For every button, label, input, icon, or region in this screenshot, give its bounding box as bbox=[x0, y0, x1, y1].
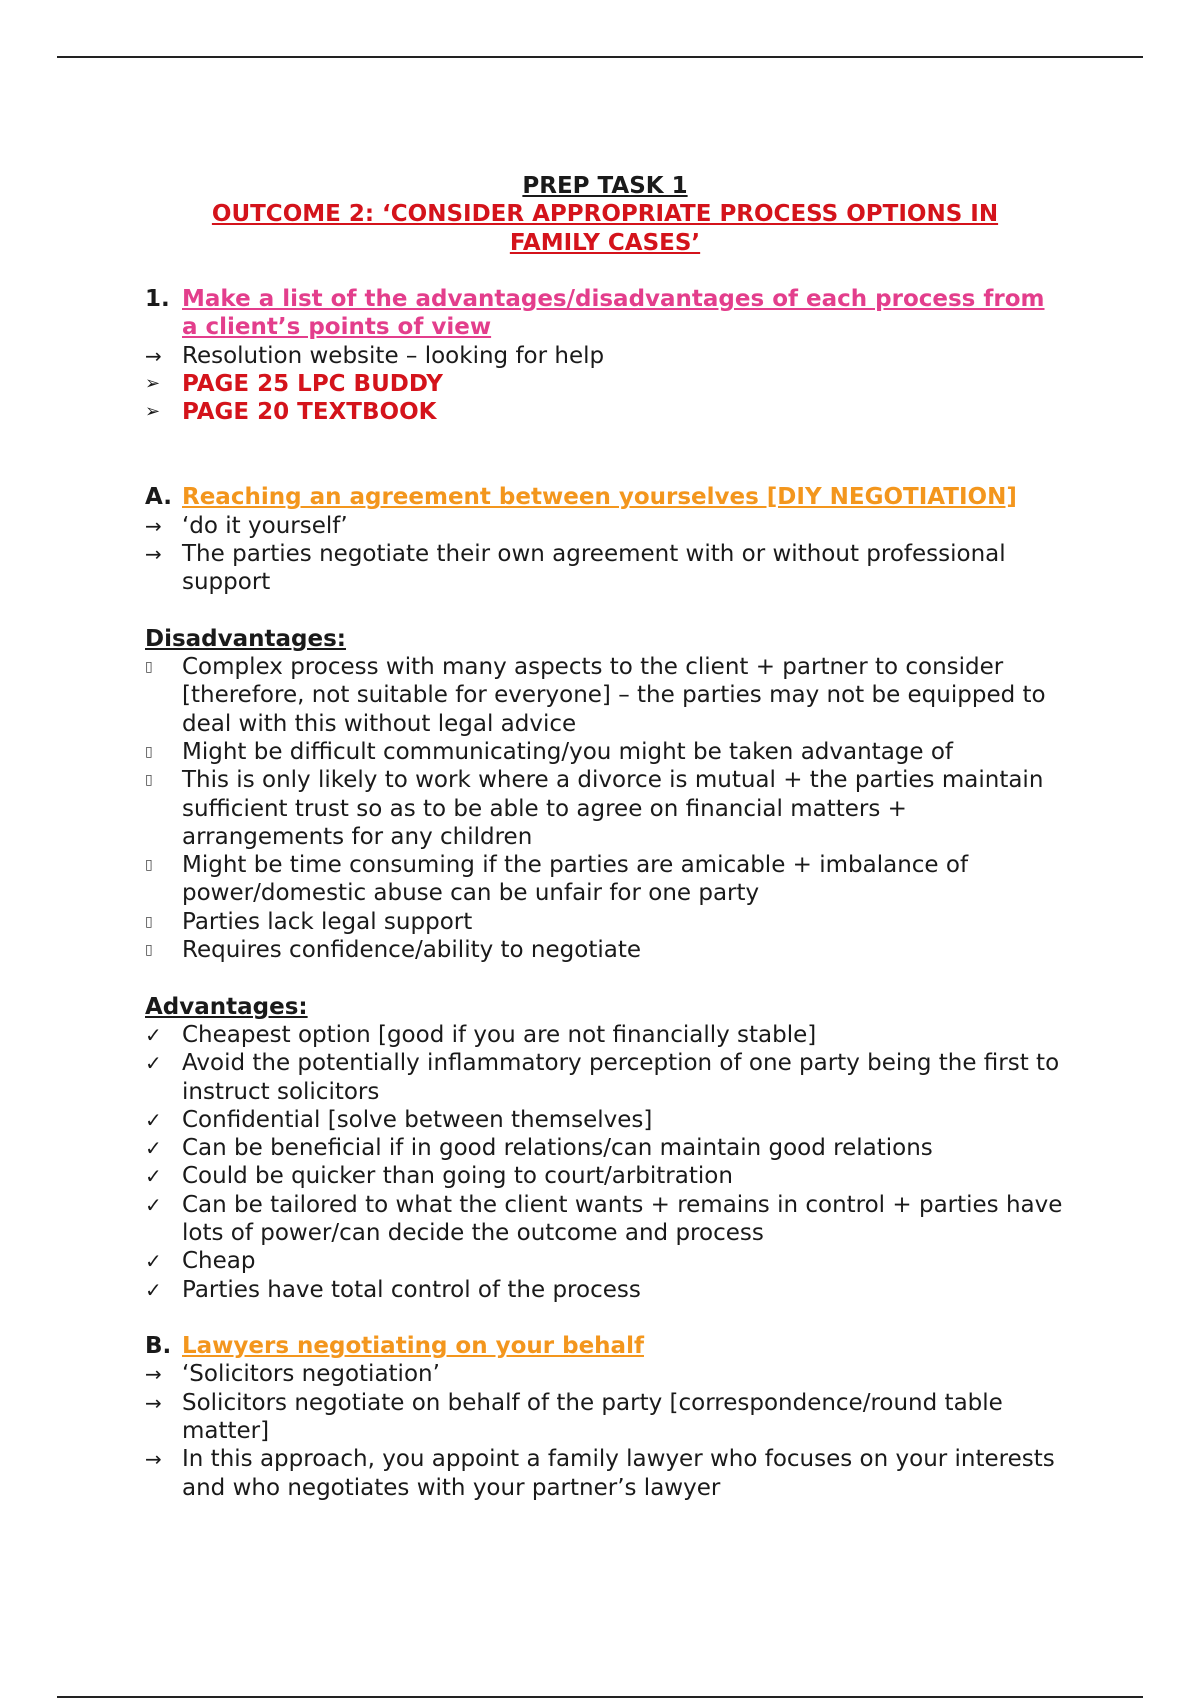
document-page bbox=[145, 172, 1065, 1502]
arrow-icon: → bbox=[145, 541, 162, 566]
check-icon: ✓ bbox=[145, 1022, 162, 1047]
task-note: Resolution website – looking for help bbox=[182, 342, 605, 369]
list-item bbox=[145, 1276, 1065, 1304]
check-icon: ✓ bbox=[145, 1051, 162, 1076]
list-item bbox=[145, 540, 1065, 597]
arrow-icon: → bbox=[145, 343, 162, 368]
disadvantage-item: Might be time consuming if the parties are amicable + imbalance of power/domestic abuse can be unfair for one party bbox=[182, 852, 969, 907]
box-bullet-icon: ▯ bbox=[145, 857, 153, 874]
check-icon: ✓ bbox=[145, 1277, 162, 1302]
list-item bbox=[145, 1247, 1065, 1275]
list-item bbox=[145, 1134, 1065, 1162]
list-item bbox=[145, 512, 1065, 540]
advantage-item: Can be tailored to what the client wants + remains in control + parties have lots of power/can decide the outcome and process bbox=[182, 1191, 1063, 1246]
advantage-item: Avoid the potentially inflammatory perception of one party being the first to instruct solicitors bbox=[182, 1050, 1060, 1105]
advantage-item: Could be quicker than going to court/arbitration bbox=[182, 1163, 733, 1190]
outcome-heading: OUTCOME 2: ‘CONSIDER APPROPRIATE PROCESS OPTIONS IN FAMILY CASES’ bbox=[211, 201, 999, 256]
section-note: In this approach, you appoint a family lawyer who focuses on your interests and who negotiates with your partner’s lawyer bbox=[182, 1446, 1055, 1501]
arrow-icon: → bbox=[145, 1362, 162, 1387]
arrow-icon: → bbox=[145, 1447, 162, 1472]
list-item bbox=[145, 398, 1065, 426]
box-bullet-icon: ▯ bbox=[145, 772, 153, 789]
reference-item: PAGE 20 TEXTBOOK bbox=[182, 399, 437, 426]
disadvantage-item: Complex process with many aspects to the client + partner to consider [therefore, not suitable for everyone] – the parties may not be equipped to deal with this without legal advice bbox=[182, 654, 1046, 737]
arrow-icon: → bbox=[145, 1390, 162, 1415]
box-bullet-icon: ▯ bbox=[145, 743, 153, 760]
check-icon: ✓ bbox=[145, 1249, 162, 1274]
advantage-item: Can be beneficial if in good relations/can maintain good relations bbox=[182, 1135, 933, 1162]
list-item bbox=[145, 370, 1065, 398]
section-b-heading: Lawyers negotiating on your behalf bbox=[182, 1333, 644, 1360]
top-rule bbox=[57, 56, 1143, 58]
section-note: ‘do it yourself’ bbox=[182, 512, 348, 539]
box-bullet-icon: ▯ bbox=[145, 942, 153, 959]
list-item bbox=[145, 1445, 1065, 1502]
list-item bbox=[145, 1106, 1065, 1134]
section-note: The parties negotiate their own agreement with or without professional support bbox=[182, 540, 1006, 596]
triangle-bullet-icon: ➢ bbox=[145, 373, 161, 395]
task-heading: Make a list of the advantages/disadvantages of each process from a client’s points of view bbox=[182, 286, 1045, 341]
list-item bbox=[145, 1360, 1065, 1388]
task-heading-row bbox=[145, 285, 1065, 342]
list-item bbox=[145, 1191, 1065, 1248]
advantages-heading: Advantages: bbox=[145, 993, 308, 1020]
list-item bbox=[145, 1021, 1065, 1049]
list-item bbox=[145, 1389, 1065, 1446]
section-b-heading-row bbox=[145, 1332, 1065, 1360]
list-item bbox=[145, 936, 1065, 964]
advantage-item: Cheap bbox=[182, 1248, 256, 1275]
check-icon: ✓ bbox=[145, 1192, 162, 1217]
advantage-item: Parties have total control of the process bbox=[182, 1276, 641, 1303]
disadvantages-heading: Disadvantages: bbox=[145, 625, 347, 652]
disadvantage-item: Requires confidence/ability to negotiate bbox=[182, 937, 641, 964]
check-icon: ✓ bbox=[145, 1164, 162, 1189]
check-icon: ✓ bbox=[145, 1107, 162, 1132]
disadvantage-item: Might be difficult communicating/you might be taken advantage of bbox=[182, 738, 954, 765]
bottom-rule bbox=[57, 1696, 1143, 1698]
list-item bbox=[145, 1162, 1065, 1190]
disadvantage-item: Parties lack legal support bbox=[182, 908, 473, 935]
section-note: ‘Solicitors negotiation’ bbox=[182, 1361, 440, 1388]
section-note: Solicitors negotiate on behalf of the party [correspondence/round table matter] bbox=[182, 1389, 1003, 1445]
section-a-heading: Reaching an agreement between yourselves [DIY NEGOTIATION] bbox=[182, 484, 1017, 511]
list-item bbox=[145, 908, 1065, 936]
task-number: 1. bbox=[145, 286, 170, 313]
section-letter: B. bbox=[145, 1333, 172, 1360]
check-icon: ✓ bbox=[145, 1136, 162, 1161]
list-item bbox=[145, 738, 1065, 766]
advantage-item: Cheapest option [good if you are not financially stable] bbox=[182, 1021, 817, 1048]
section-letter: A. bbox=[145, 484, 172, 511]
triangle-bullet-icon: ➢ bbox=[145, 401, 161, 423]
list-item bbox=[145, 653, 1065, 738]
list-item bbox=[145, 1049, 1065, 1106]
box-bullet-icon: ▯ bbox=[145, 659, 153, 676]
page-title: PREP TASK 1 bbox=[522, 173, 688, 199]
list-item bbox=[145, 342, 1065, 370]
reference-item: PAGE 25 LPC BUDDY bbox=[182, 371, 443, 398]
section-a-heading-row bbox=[145, 483, 1065, 511]
box-bullet-icon: ▯ bbox=[145, 913, 153, 930]
list-item bbox=[145, 766, 1065, 851]
arrow-icon: → bbox=[145, 513, 162, 538]
list-item bbox=[145, 851, 1065, 908]
disadvantage-item: This is only likely to work where a divorce is mutual + the parties maintain sufficient trust so as to be able to agree on financial matters + arrangements for any children bbox=[182, 767, 1044, 850]
advantage-item: Confidential [solve between themselves] bbox=[182, 1106, 653, 1133]
